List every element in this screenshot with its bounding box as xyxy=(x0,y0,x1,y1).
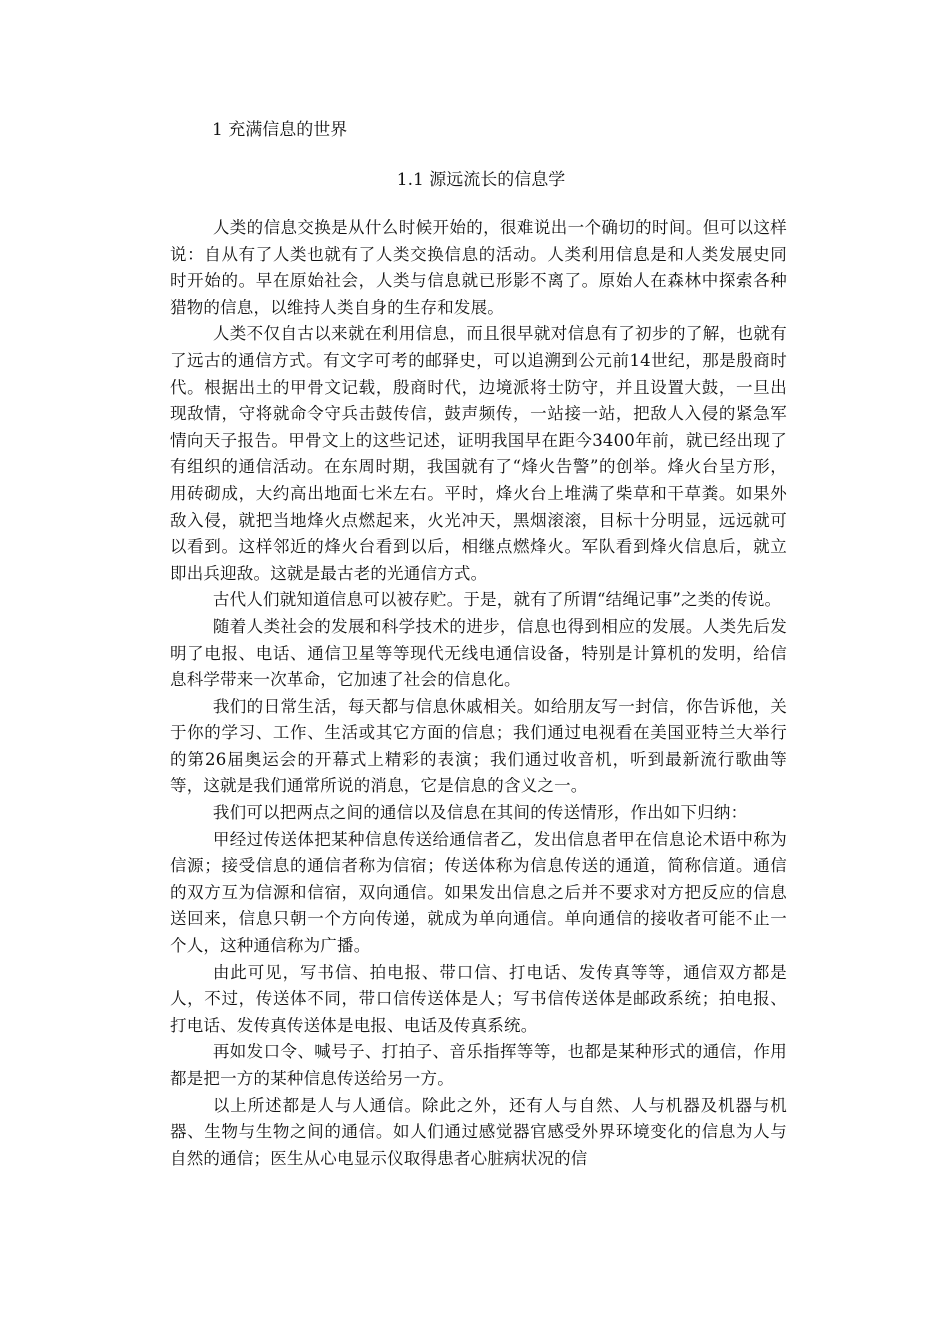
paragraph: 甲经过传送体把某种信息传送给通信者乙，发出信息者甲在信息论术语中称为信源；接受信息的通信者称为信宿；传送体称为信息传送的通道，简称信道。通信的双方互为信源和信宿，双向通信。如果发出信息之后并不要求对方把反应的信息送回来，信息只朝一个方向传递，就成为单向通信。单向通信的接收者可能不止一个人，这种通信称为广播。 xyxy=(170,829,787,956)
paragraph: 古代人们就知道信息可以被存贮。于是，就有了所谓“结绳记事”之类的传说。 xyxy=(212,590,782,610)
paragraph: 人类的信息交换是从什么时候开始的，很难说出一个确切的时间。但可以这样说：自从有了人类也就有了人类交换信息的活动。人类利用信息是和人类发展史同时开始的。早在原始社会，人类与信息就已形影不离了。原始人在森林中探索各种猎物的信息，以维持人类自身的生存和发展。 xyxy=(170,218,787,317)
paragraph: 随着人类社会的发展和科学技术的进步，信息也得到相应的发展。人类先后发明了电报、电话、通信卫星等等现代无线电通信设备，特别是计算机的发明，给信息科学带来一次革命，它加速了社会的信息化。 xyxy=(170,616,787,690)
paragraph: 我们可以把两点之间的通信以及信息在其间的传送情形，作出如下归纳： xyxy=(212,803,748,823)
body-text xyxy=(170,215,787,1172)
chapter-title: 1 充满信息的世界 xyxy=(212,120,348,140)
paragraph: 我们的日常生活，每天都与信息休戚相关。如给朋友写一封信，你告诉他，关于你的学习、工作、生活或其它方面的信息；我们通过电视看在美国亚特兰大举行的第26届奥运会的开幕式上精彩的表演；我们通过收音机，听到最新流行歌曲等等，这就是我们通常所说的消息，它是信息的含义之一。 xyxy=(170,696,787,796)
paragraph: 由此可见，写书信、拍电报、带口信、打电话、发传真等等，通信双方都是人，不过，传送体不同，带口信传送体是人；写书信传送体是邮政系统；拍电报、打电话、发传真传送体是电报、电话及传真系统。 xyxy=(170,962,787,1035)
paragraph: 以上所述都是人与人通信。除此之外，还有人与自然、人与机器及机器与机器、生物与生物之间的通信。如人们通过感觉器官感受外界环境变化的信息为人与自然的通信；医生从心电显示仪取得患者心脏病状况的信 xyxy=(170,1095,787,1168)
paragraph: 人类不仅自古以来就在利用信息，而且很早就对信息有了初步的了解，也就有了远古的通信方式。有文字可考的邮驿史，可以追溯到公元前14世纪，那是殷商时代。根据出土的甲骨文记载，殷商时代，边境派将士防守，并且设置大鼓，一旦出现敌情，守将就命令守兵击鼓传信，鼓声频传，一站接一站，把敌人入侵的紧急军情向天子报告。甲骨文上的这些记述，证明我国早在距今3400年前，就已经出现了有组织的通信活动。在东周时期，我国就有了“烽火告警”的创举。烽火台呈方形，用砖砌成，大约高出地面七米左右。平时，烽火台上堆满了柴草和干草粪。如果外敌入侵，就把当地烽火点燃起来，火光冲天，黑烟滚滚，目标十分明显，远远就可以看到。这样邻近的烽火台看到以后，相继点燃烽火。军队看到烽火信息后，就立即出兵迎敌。这就是最古老的光通信方式。 xyxy=(170,324,787,583)
paragraph: 再如发口令、喊号子、打拍子、音乐指挥等等，也都是某种形式的通信，作用都是把一方的某种信息传送给另一方。 xyxy=(170,1042,787,1088)
section-title: 1.1 源远流长的信息学 xyxy=(396,170,566,190)
